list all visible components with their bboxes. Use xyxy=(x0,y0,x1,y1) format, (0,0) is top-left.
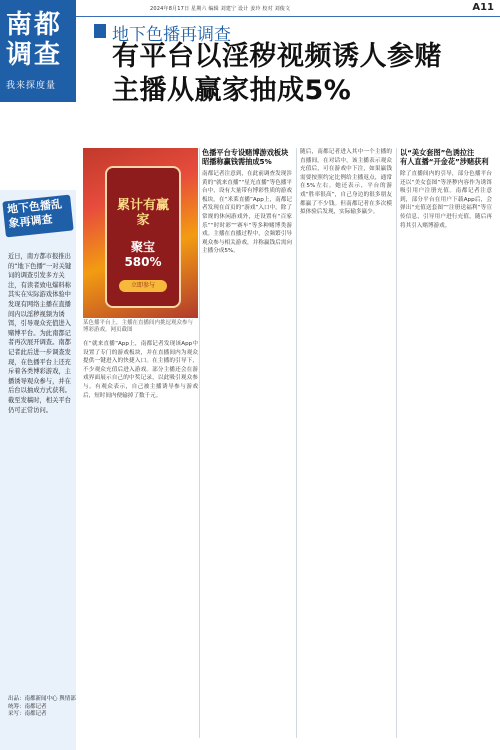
column-subhead: 色播平台专设赌博游戏板块 昭播称赢钱需抽成5% xyxy=(202,148,289,166)
column-brand xyxy=(0,0,76,102)
column-divider xyxy=(199,148,200,738)
sidebar-credit: 出品：南都新闻中心 舆情部 统筹：南都记者 采写：南都记者 xyxy=(8,696,76,717)
column-divider xyxy=(296,148,297,738)
headline-line-1: 有平台以淫秽视频诱人参赌 xyxy=(112,41,442,72)
headline-line-2: 主播从赢家抽成5% xyxy=(112,75,352,106)
series-logo: 地下色播乱象再调查 xyxy=(2,195,73,238)
photo-amount: 聚宝580% xyxy=(124,240,162,269)
photo-button: 立即参与 xyxy=(119,280,167,292)
column-subhead: 以“美女套图”色诱拉注 有人直播“开金花”涉赌获利 xyxy=(400,148,489,166)
page-number: A11 xyxy=(472,2,494,13)
sidebar-intro: 近日，南方都市报推出的“地下色播”一对关键词的调查引发多方关注，有读者致电爆料称其实在实际游戏体验中发现有网络主播在直播间内以淫秽视频为诱饵，引导观众充值进入赌博平台。为此南都记者再次展开调查。南都记者此后进一步调查发现，在色播平台上还充斥着各类博彩游戏，主播诱导观众参与，并在后台以抽成方式获利。截至发稿时，相关平台仍可正常访问。 xyxy=(8,253,72,414)
article-column-3 xyxy=(300,148,392,738)
photo-caption: 某色播平台上，主播在直播间内挑逗观众参与博彩游戏。网页截图 xyxy=(83,320,194,333)
kicker-accent xyxy=(94,24,106,38)
column-divider xyxy=(396,148,397,738)
article-photo xyxy=(83,148,198,318)
article-column-4 xyxy=(400,148,492,738)
column-text: 随后，南都记者进入其中一个主播的直播间。在对话中，该主播表示观众充值后，可在游戏中下注，如果赢钱需要按照约定比例给主播返点，通常在5%左右。她还表示，平台的游戏“胜率很高”，自己身边的很多朋友都赢了不少钱。但南都记者在多次模拟体验后发现，实际输多赢少。 xyxy=(300,149,392,216)
column-text: 南都记者注意到，在此前调查发现涉黄的“就来直播”“星光直播”等色播平台中，设有大量带有博彩性质的游戏板块。在“米莱直播”App上，南都记者发现在首页的“游戏”入口中，除了常规的休闲游戏外，还设置有“百家乐”“时时彩”“赛车”等多种赌博类游戏。主播在直播过程中，会频繁引导观众参与相关游戏，并称赢钱后需向主播分成5%。 xyxy=(202,171,292,255)
photo-headline: 累计有赢家 xyxy=(116,198,169,228)
article-column-1 xyxy=(202,148,292,738)
header-info: 2024年8月17日 星期六 编辑 刘建宁 设计 姜玲 校对 刘俊文 xyxy=(150,6,291,12)
kicker: 地下色播再调查 xyxy=(112,25,231,45)
phone-screenshot xyxy=(105,166,181,308)
brand-line-1: 南都 xyxy=(6,10,63,40)
headline xyxy=(112,40,442,108)
column-text: 除了直播间内的引导，部分色播平台还以“美女套图”等淫秽内容作为诱饵吸引用户注册充值。南都记者注意到，部分平台在用户下载App后，会弹出“充值送套图”“注册送福利”等宣传信息，引导用户进行充值，随后再将其引入赌博游戏。 xyxy=(400,171,492,229)
brand-line-2: 调查 xyxy=(6,40,63,70)
column-text: 在“就来直播”App上，南都记者发现该App中设置了专门的游戏板块，并在直播间内为观众提供一键进入的快捷入口。在主播的引导下，不少观众充值后进入游戏。部分主播还会在游戏界面展示自己的中奖记录，以此吸引观众参与。有观众表示，自己被主播诱导参与游戏后，短时间内便输掉了数千元。 xyxy=(83,341,198,399)
brand-slogan: 我来探度量 xyxy=(6,81,57,91)
article-column-2 xyxy=(83,340,198,740)
